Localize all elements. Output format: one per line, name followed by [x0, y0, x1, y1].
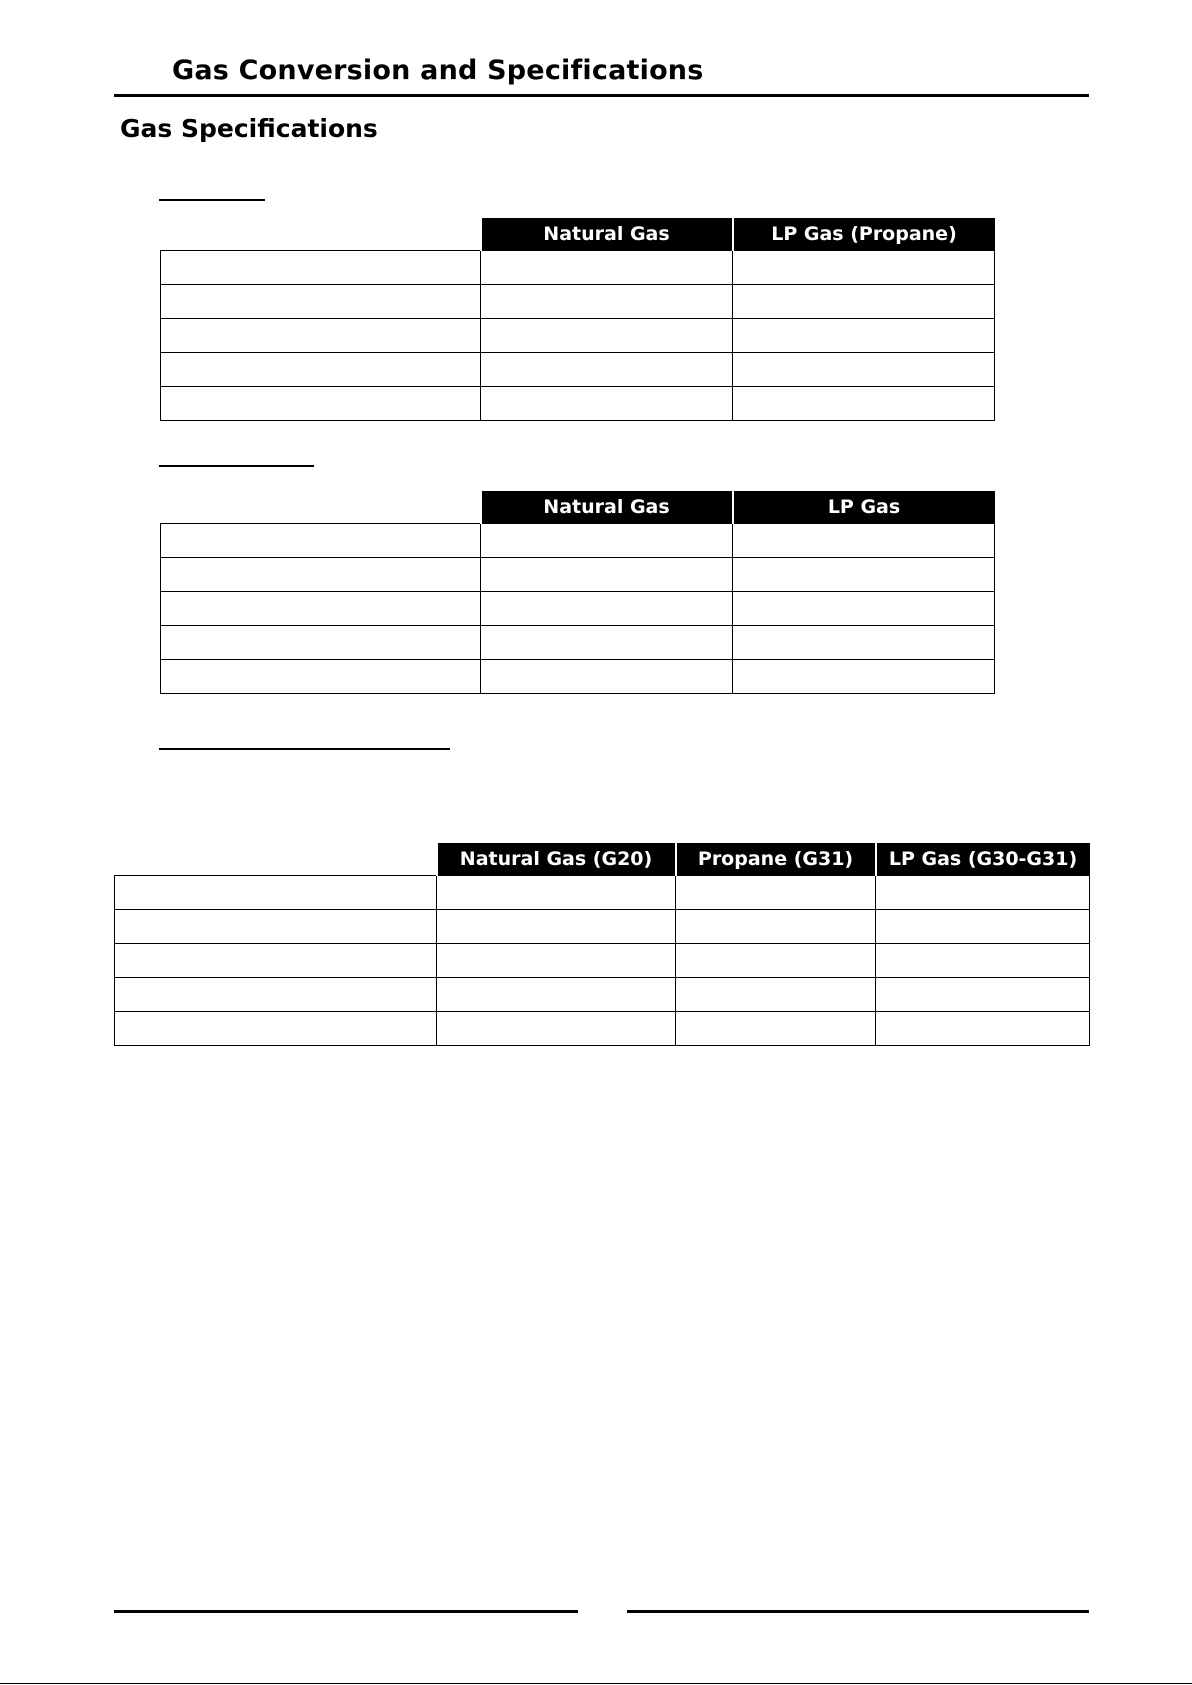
header-rule	[114, 94, 1089, 97]
spec-table-1	[160, 218, 995, 421]
table-header-row	[161, 218, 995, 251]
table-cell	[733, 387, 995, 421]
table-cell	[481, 558, 733, 592]
table-cell	[733, 251, 995, 285]
table-cell	[676, 944, 876, 978]
table-row	[161, 524, 995, 558]
table-cell	[115, 876, 437, 910]
column-header-natural-gas: Natural Gas	[481, 218, 733, 251]
table-row	[161, 558, 995, 592]
table-row	[161, 660, 995, 694]
table-header-row	[161, 491, 995, 524]
table-row	[161, 353, 995, 387]
table-cell	[481, 387, 733, 421]
table-cell	[481, 660, 733, 694]
page-bottom-rule	[0, 1683, 1192, 1684]
table-cell	[161, 592, 481, 626]
subsection-heading-underline	[159, 465, 314, 467]
column-header-lp-gas-propane: LP Gas (Propane)	[733, 218, 995, 251]
table-cell	[876, 910, 1090, 944]
table-cell	[876, 876, 1090, 910]
table-cell	[161, 319, 481, 353]
table-cell	[115, 1012, 437, 1046]
table-cell	[437, 944, 676, 978]
table-cell	[733, 285, 995, 319]
table-row	[115, 944, 1090, 978]
table-cell	[437, 876, 676, 910]
table-cell	[733, 524, 995, 558]
table-cell	[115, 978, 437, 1012]
header-cell-blank	[161, 218, 481, 251]
table-cell	[437, 1012, 676, 1046]
table-cell	[481, 285, 733, 319]
table-cell	[437, 910, 676, 944]
table-cell	[676, 978, 876, 1012]
table-cell	[161, 285, 481, 319]
table-cell	[733, 558, 995, 592]
table-row	[161, 285, 995, 319]
table-cell	[876, 944, 1090, 978]
table-cell	[481, 524, 733, 558]
table-row	[115, 876, 1090, 910]
spec-table-3	[114, 843, 1090, 1046]
table-row	[115, 910, 1090, 944]
table-cell	[161, 251, 481, 285]
subsection-heading-underline	[159, 748, 450, 750]
table-cell	[437, 978, 676, 1012]
table-cell	[676, 876, 876, 910]
table-row	[115, 1012, 1090, 1046]
footer-rule-right	[627, 1610, 1089, 1613]
header-cell-blank	[161, 491, 481, 524]
table-header-row	[115, 843, 1090, 876]
table-cell	[876, 978, 1090, 1012]
table-row	[115, 978, 1090, 1012]
table-cell	[115, 910, 437, 944]
column-header-natural-gas: Natural Gas	[481, 491, 733, 524]
table-row	[161, 387, 995, 421]
table-cell	[733, 660, 995, 694]
section-title: Gas Specifications	[120, 114, 378, 143]
table-cell	[161, 387, 481, 421]
footer-rule-left	[114, 1610, 578, 1613]
column-header-natural-gas-g20: Natural Gas (G20)	[437, 843, 676, 876]
header-cell-blank	[115, 843, 437, 876]
table-cell	[481, 251, 733, 285]
table-row	[161, 592, 995, 626]
column-header-lp-gas: LP Gas	[733, 491, 995, 524]
table-cell	[733, 592, 995, 626]
table-cell	[161, 524, 481, 558]
table-cell	[733, 319, 995, 353]
table-row	[161, 319, 995, 353]
table-cell	[481, 592, 733, 626]
table-row	[161, 251, 995, 285]
spec-table-2	[160, 491, 995, 694]
table-cell	[481, 319, 733, 353]
table-cell	[115, 944, 437, 978]
page-header-title: Gas Conversion and Specifications	[172, 55, 704, 86]
table-cell	[161, 660, 481, 694]
table-cell	[676, 1012, 876, 1046]
table-row	[161, 626, 995, 660]
table-cell	[481, 353, 733, 387]
table-cell	[161, 353, 481, 387]
table-cell	[733, 626, 995, 660]
table-cell	[876, 1012, 1090, 1046]
table-cell	[733, 353, 995, 387]
table-cell	[481, 626, 733, 660]
table-cell	[676, 910, 876, 944]
subsection-heading-underline	[159, 199, 265, 201]
table-cell	[161, 626, 481, 660]
column-header-lp-gas-g30-g31: LP Gas (G30-G31)	[876, 843, 1090, 876]
column-header-propane-g31: Propane (G31)	[676, 843, 876, 876]
table-cell	[161, 558, 481, 592]
